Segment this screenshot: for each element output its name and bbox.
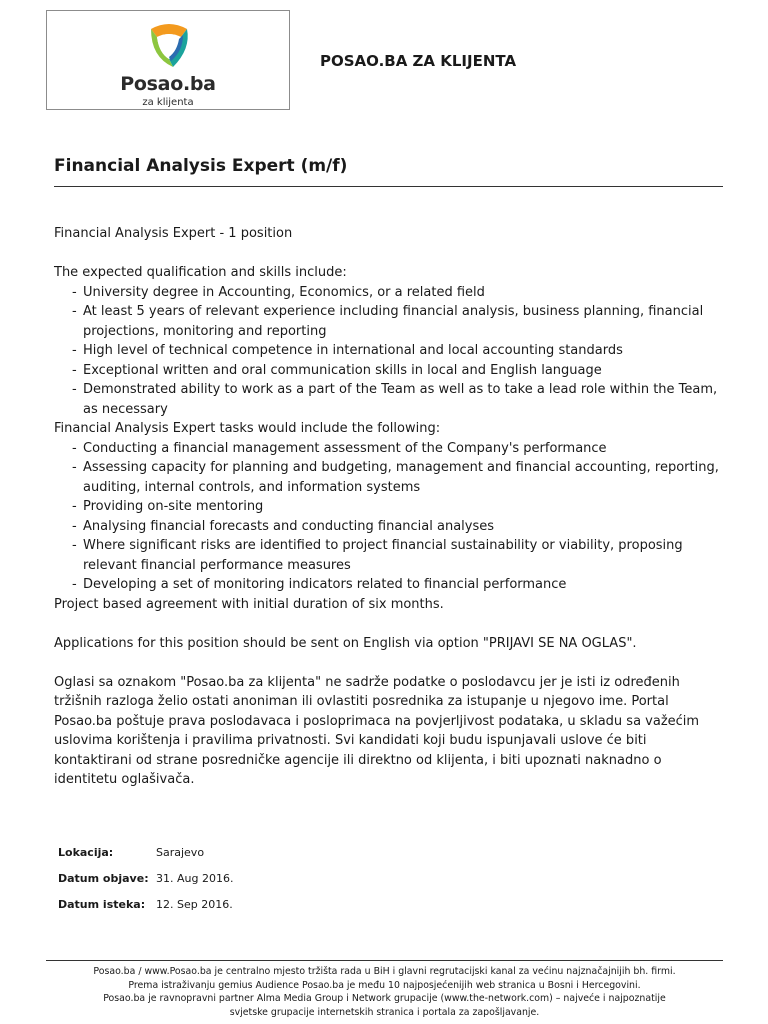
tasks-list <box>54 439 722 595</box>
published-value: 31. Aug 2016. <box>156 872 234 885</box>
published-label: Datum objave: <box>58 872 149 885</box>
location-value: Sarajevo <box>156 846 205 859</box>
footer-line: Posao.ba / www.Posao.ba je centralno mjesto tržišta rada u BiH i glavni regrutacijski kanal za većinu najznačajnijih bh. firmi. <box>93 966 676 977</box>
job-intro: Financial Analysis Expert - 1 position <box>54 226 293 241</box>
job-title: Financial Analysis Expert (m/f) <box>54 156 348 176</box>
list-item: - Providing on-site mentoring <box>72 497 722 517</box>
logo-name: Posao.ba <box>120 73 216 95</box>
location-row <box>58 846 233 872</box>
list-item: - Where significant risks are identified to project financial sustainability or viability, proposing relevant financial performance measures <box>72 536 722 575</box>
job-info-table <box>58 846 233 924</box>
list-item: - Demonstrated ability to work as a part of the Team as well as to take a lead role within the Team, as necessary <box>72 380 722 419</box>
list-item: - Exceptional written and oral communication skills in local and English language <box>72 361 722 381</box>
expires-label: Datum isteka: <box>58 898 146 911</box>
list-item: - Assessing capacity for planning and budgeting, management and financial accounting, reporting, auditing, internal controls, and information systems <box>72 458 722 497</box>
logo-box <box>46 10 290 110</box>
list-item: - At least 5 years of relevant experience including financial analysis, business planning, financial projections, monitoring and reporting <box>72 302 722 341</box>
applications-text: Applications for this position should be sent on English via option "PRIJAVI SE NA OGLAS". <box>54 635 637 651</box>
title-divider <box>54 186 723 187</box>
qualifications-list <box>54 283 722 420</box>
expires-row <box>58 898 233 924</box>
list-item: - University degree in Accounting, Economics, or a related field <box>72 283 722 303</box>
logo-tagline: za klijenta <box>142 97 194 108</box>
footer-line: Prema istraživanju gemius Audience Posao.ba je među 10 najposjećenijih web stranica u Bosni i Hercegovini. <box>128 979 641 991</box>
job-description <box>54 224 722 790</box>
list-item: - Developing a set of monitoring indicators related to financial performance <box>72 575 722 595</box>
footer <box>46 965 723 1019</box>
footer-line: svjetske grupacije internetskih stranica i portala za zapošljavanje. <box>229 1006 540 1018</box>
disclaimer-text: Oglasi sa oznakom "Posao.ba za klijenta" ne sadrže podatke o poslodavcu jer je isti iz određenih tržišnih razloga želio ostati anoniman ili ovlastiti posrednika za istupanje u njegovo ime. Portal Posao.ba poštuje prava poslodavaca i posloprimaca na povjerljivost podataka, u skladu sa važećim uslovima korištenja i pravilima privatnosti. Svi kandidati koji budu ispunjavali uslove će biti kontaktirani od strane posredničke agencije ili direktno od klijenta, i biti upoznati naknadno o identitetu oglašivača. <box>54 674 700 787</box>
list-item: - Analysing financial forecasts and conducting financial analyses <box>72 517 722 537</box>
list-item: - Conducting a financial management assessment of the Company's performance <box>72 439 722 459</box>
list-item: - High level of technical competence in international and local accounting standards <box>72 341 722 361</box>
tasks-heading: Financial Analysis Expert tasks would include the following: <box>54 421 441 436</box>
posao-logo-icon <box>141 17 197 73</box>
expires-value: 12. Sep 2016. <box>156 898 233 911</box>
location-label: Lokacija: <box>58 846 114 859</box>
agreement-text: Project based agreement with initial duration of six months. <box>54 596 444 612</box>
header-title: POSAO.BA ZA KLIJENTA <box>320 52 517 70</box>
footer-divider <box>46 960 723 961</box>
footer-line: Posao.ba je ravnopravni partner Alma Media Group i Network grupacije (www.the-network.com) – najveće i najpoznatije <box>103 993 666 1004</box>
published-row <box>58 872 233 898</box>
qualifications-heading: The expected qualification and skills include: <box>54 265 347 280</box>
